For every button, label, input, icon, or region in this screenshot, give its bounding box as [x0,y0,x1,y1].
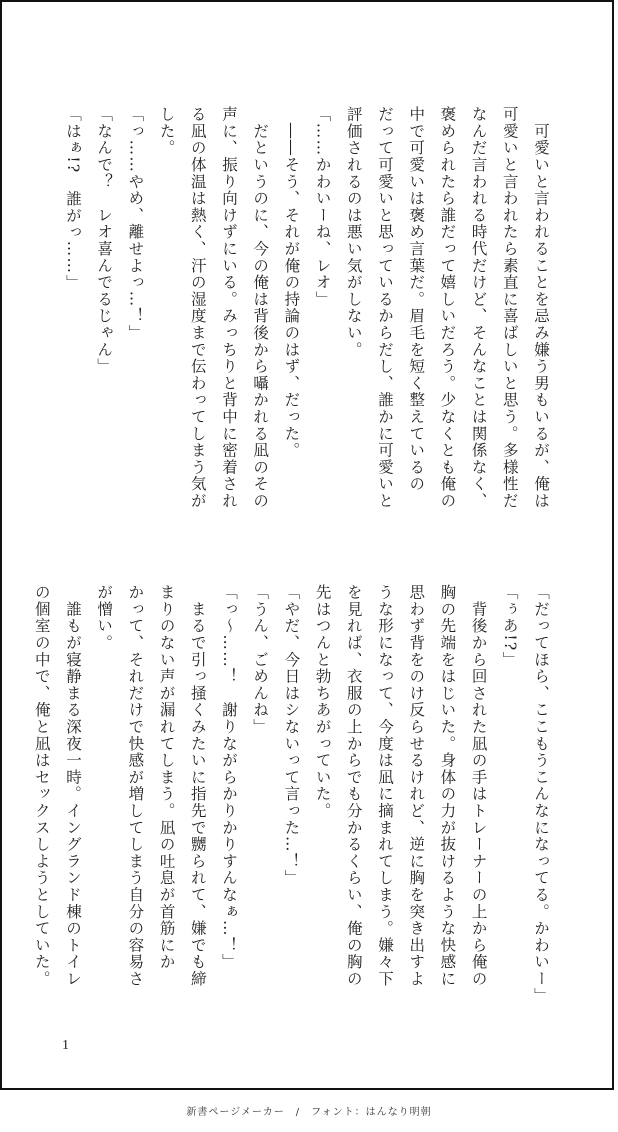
text-line: ――そう、それが俺の持論のはず、だった。 [282,106,301,459]
footer-credit: 新書ページメーカー / フォント：はんなり明朝 [186,1107,432,1118]
text-line: だというのに、今の俺は背後から囁かれる凪のその [251,106,270,510]
upper-text-block [57,106,556,536]
text-line: る凪の体温は熱く、汗の湿度まで伝わってしまう気が [188,106,207,510]
text-line: の個室の中で、俺と凪はセックスしようとしていた。 [32,584,51,988]
text-line: 可愛いと言われることを忌み嫌う男もいるが、俺は [532,106,550,510]
text-line: した。 [157,106,176,157]
text-line: を見れば、衣服の上からでも分かるくらい、俺の胸の [344,584,363,988]
text-line: 背後から回された凪の手はトレーナーの上から俺の [469,584,488,988]
text-line: 可愛いと言われたら素直に喜ばしいと思う。多様性だ [500,106,519,510]
text-line: なんだ言われる時代だけど、そんなことは関係なく、 [469,106,488,510]
text-line: 「うん、ごめんね」 [251,584,270,736]
text-line: 誰もが寝静まる深夜一時。イングランド棟のトイレ [63,584,82,988]
text-line: 「はぁ!? 誰がっ……」 [63,106,82,292]
text-line: 「だってほら、ここもうこんなになってる。かわいー」 [532,584,550,1004]
text-line: かって、それだけで快感が増してしまう自分の容易さ [126,584,145,988]
text-line: 中で可愛いは褒め言葉だ。眉毛を短く整えているの [407,106,426,493]
text-line: 「っ〜……！ 謝りながらかりかりすんなぁ…！」 [219,584,238,971]
page-number: 1 [62,1038,69,1053]
text-line: 「なんで？ レオ喜んでるじゃん」 [95,106,114,375]
lower-text-block [26,584,556,1014]
text-line: うな形になって、今度は凪に摘まれてしまう。嫌々下 [375,584,394,988]
text-line: 「ぅあ!?」 [500,584,519,669]
text-line: だって可愛いと思っているからだし、誰かに可愛いと [375,106,394,510]
text-line: 先はつんと勃ちあがっていた。 [313,584,332,820]
text-line: まるで引っ掻くみたいに指先で嬲られて、嫌でも締 [188,584,207,988]
text-line: 「やだ、今日はシないって言った…！」 [282,584,301,887]
text-line: 「っ……やめ、離せよっ…！」 [126,106,145,342]
text-line: 胸の先端をはじいた。身体の力が抜けるような快感に [438,584,457,988]
text-line: が憎い。 [95,584,114,652]
text-line: 声に、振り向けずにいる。みっちりと背中に密着され [219,106,238,510]
text-line: 褒められたら誰だって嬉しいだろう。少なくとも俺の [438,106,457,510]
text-line: まりのない声が漏れてしまう。凪の吐息が首筋にか [157,584,176,971]
text-line: 「……かわいーね、レオ」 [313,106,332,308]
text-line: 評価されるのは悪い気がしない。 [344,106,363,358]
text-line: 思わず背をのけ反らせるけれど、逆に胸を突き出すよ [407,584,426,988]
